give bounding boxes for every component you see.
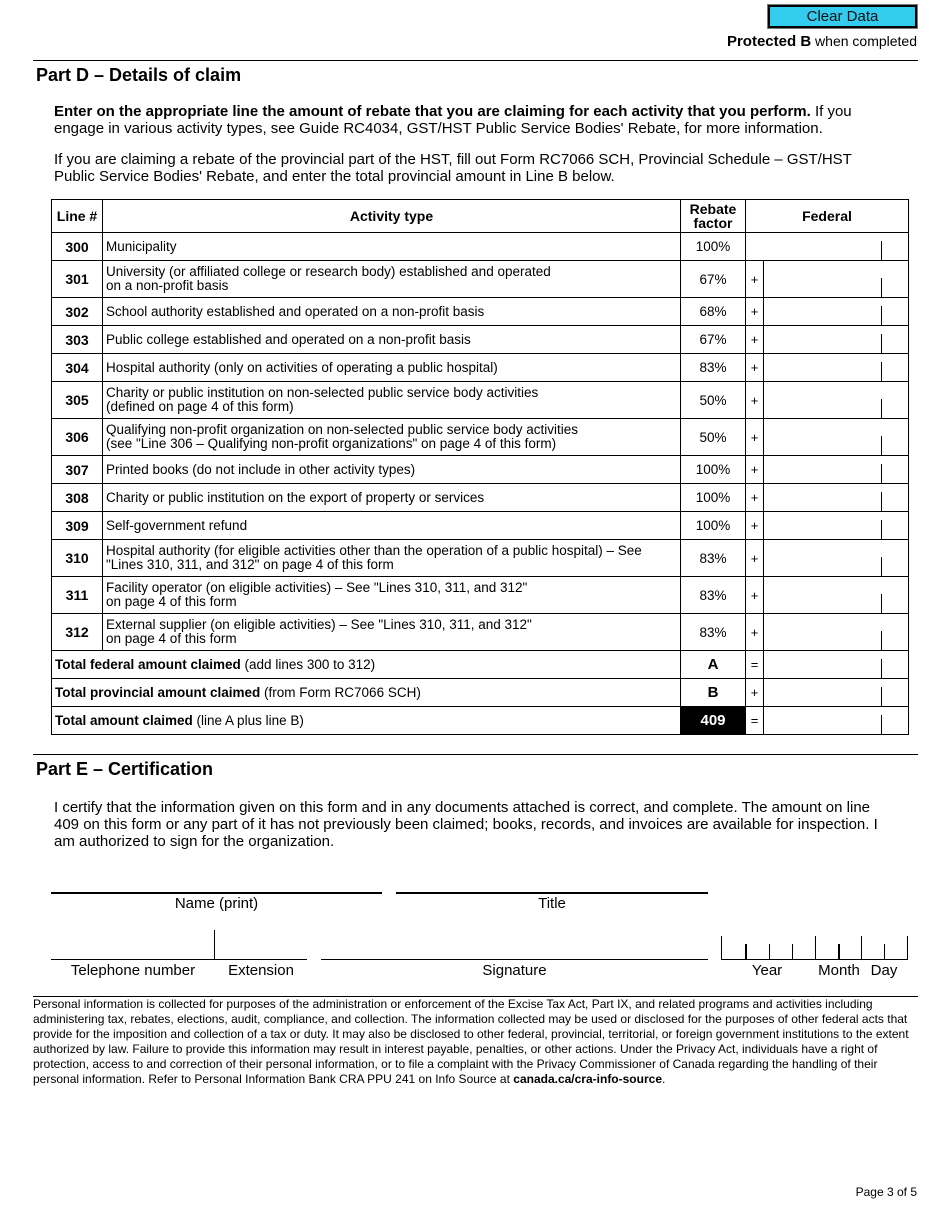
activity-text: Hospital authority (for eligible activities other than the operation of a public hospital) – See (106, 543, 642, 558)
line-number: 309 (52, 512, 103, 540)
activity-text: Charity or public institution on non-selected public service body activities (106, 385, 539, 400)
telephone-field[interactable] (51, 959, 307, 960)
claim-row-302 (52, 298, 909, 326)
cents-divider (881, 241, 882, 260)
rebate-factor: 100% (681, 512, 746, 540)
cents-divider (881, 362, 882, 381)
activity-text: Printed books (do not include in other activity types) (106, 461, 416, 477)
signature-label: Signature (482, 962, 547, 979)
part-d-intro-bold: Enter on the appropriate line the amount of rebate that you are claiming for each activity that you perform. (54, 103, 811, 120)
rebate-factor: 67% (681, 326, 746, 354)
signature-field[interactable] (321, 959, 708, 960)
total-line-code: A (681, 651, 746, 679)
header-factor-word: factor (693, 215, 733, 231)
rebate-factor: 83% (681, 540, 746, 577)
header-rebate-factor (681, 200, 746, 233)
date-tick (884, 944, 885, 959)
rebate-factor: 50% (681, 382, 746, 419)
line-number: 310 (52, 540, 103, 577)
claim-row-305 (52, 382, 909, 419)
activity-text-continued: (see "Line 306 – Qualifying non-profit organizations" on page 4 of this form) (106, 436, 557, 451)
rebate-factor: 83% (681, 577, 746, 614)
operator-sign: + (746, 261, 764, 298)
claim-row-304 (52, 354, 909, 382)
claim-row-310 (52, 540, 909, 577)
cents-divider (881, 687, 882, 706)
header-activity: Activity type (103, 200, 681, 233)
name-field[interactable] (51, 892, 382, 894)
total-row (52, 707, 909, 735)
activity-text-continued: (defined on page 4 of this form) (106, 399, 294, 414)
privacy-notice (33, 997, 918, 1087)
part-d-title: Part D – Details of claim (36, 65, 242, 85)
rebate-factor: 100% (681, 484, 746, 512)
total-label-bold: Total provincial amount claimed (55, 685, 261, 700)
title-label: Title (538, 895, 566, 912)
total-label-bold: Total amount claimed (55, 713, 193, 728)
line-number: 300 (52, 233, 103, 261)
operator-sign: = (746, 707, 764, 735)
operator-sign: + (746, 382, 764, 419)
cents-divider (881, 594, 882, 613)
operator-sign: + (746, 419, 764, 456)
rebate-factor: 83% (681, 354, 746, 382)
divider (33, 754, 918, 755)
operator-sign: + (746, 354, 764, 382)
rebate-factor: 100% (681, 456, 746, 484)
claim-row-306 (52, 419, 909, 456)
rebate-factor: 100% (681, 233, 746, 261)
claim-row-303 (52, 326, 909, 354)
operator-sign: + (746, 679, 764, 707)
total-label (52, 707, 681, 735)
total-label-rest: (line A plus line B) (192, 713, 304, 728)
activity-text: Facility operator (on eligible activities) – See "Lines 310, 311, and 312" (106, 580, 528, 595)
line-number: 302 (52, 298, 103, 326)
total-amount-field[interactable] (764, 651, 909, 679)
info-source-link[interactable]: canada.ca/cra-info-source (513, 1072, 662, 1086)
date-tick (815, 936, 816, 959)
part-d-intro-rest: If you engage in various activity types, see Guide RC4034, GST/HST Public Service Bodies' Rebate, for more information. (54, 103, 852, 137)
date-tick (792, 944, 793, 959)
cents-divider (881, 631, 882, 650)
protected-b-notice (727, 33, 917, 50)
day-label: Day (870, 962, 898, 979)
federal-amount-field[interactable] (764, 577, 909, 614)
phone-extension-divider (214, 930, 215, 959)
date-tick (745, 944, 747, 959)
total-label (52, 651, 681, 679)
federal-amount-field[interactable] (764, 261, 909, 298)
operator-sign: + (746, 298, 764, 326)
date-tick (838, 944, 840, 959)
cents-divider (881, 492, 882, 511)
total-line-code: B (681, 679, 746, 707)
activity-text-continued: "Lines 310, 311, and 312" on page 4 of this form (106, 557, 394, 572)
part-d-intro (54, 103, 894, 137)
cents-divider (881, 436, 882, 455)
activity-text: Hospital authority (only on activities of operating a public hospital) (106, 359, 498, 375)
date-field[interactable] (721, 959, 908, 960)
federal-amount-field[interactable] (764, 512, 909, 540)
header-federal: Federal (746, 200, 909, 233)
cents-divider (881, 715, 882, 734)
operator-sign: + (746, 614, 764, 651)
date-tick (769, 944, 770, 959)
operator-sign: + (746, 456, 764, 484)
activity-type (103, 233, 681, 261)
rebate-factor: 83% (681, 614, 746, 651)
activity-type (103, 354, 681, 382)
table-header-row (52, 200, 909, 233)
total-row (52, 679, 909, 707)
claim-row-311 (52, 577, 909, 614)
claim-row-301 (52, 261, 909, 298)
federal-amount-field[interactable] (764, 614, 909, 651)
part-d-intro-hst: If you are claiming a rebate of the provincial part of the HST, fill out Form RC7066 SCH, Provincial Schedule – GST/HST Public Service Bodies' Rebate, and enter the total provincial amount in Line B below. (54, 151, 852, 185)
activity-type (103, 419, 681, 456)
operator-sign: + (746, 540, 764, 577)
date-tick (907, 936, 908, 959)
claim-row-308 (52, 484, 909, 512)
cents-divider (881, 464, 882, 483)
line-number: 312 (52, 614, 103, 651)
activity-type (103, 484, 681, 512)
rebate-factor: 67% (681, 261, 746, 298)
cents-divider (881, 334, 882, 353)
cents-divider (881, 306, 882, 325)
total-amount-field[interactable] (764, 679, 909, 707)
privacy-text: Personal information is collected for purposes of the administration or enforcement of the Excise Tax Act, Part IX, and related programs and activities including administering tax, rebates, elections, audit, compliance, and collection. The information collected may be used or disclosed for the purposes of other federal acts that provide for the imposition and collection of a tax or duty. It may also be disclosed to other federal, provincial, territorial, or foreign government institutions to the extent authorized by law. Failure to provide this information may result in interest payable, penalties, or other actions. Under the Privacy Act, individuals have a right of protection, access to and correction of their personal information, or to file a complaint with the Privacy Commissioner of Canada regarding the handling of their personal information. Refer to Personal Information Bank CRA PPU 241 on Info Source at (33, 997, 909, 1086)
line-number: 311 (52, 577, 103, 614)
federal-amount-field[interactable] (764, 298, 909, 326)
protected-b-label: Protected B (726, 33, 812, 50)
activity-text-continued: on a non-profit basis (106, 278, 229, 293)
activity-text: University (or affiliated college or research body) established and operated (106, 264, 551, 279)
activity-type (103, 614, 681, 651)
activity-text-continued: on page 4 of this form (106, 594, 237, 609)
activity-text: Charity or public institution on the export of property or services (106, 489, 485, 505)
line-number: 307 (52, 456, 103, 484)
activity-type (103, 577, 681, 614)
federal-amount-field[interactable] (764, 326, 909, 354)
activity-type (103, 261, 681, 298)
header-line: Line # (52, 200, 103, 233)
activity-text: School authority established and operated on a non-profit basis (106, 303, 485, 319)
line-number: 306 (52, 419, 103, 456)
federal-amount-field[interactable] (764, 484, 909, 512)
activity-text: Municipality (106, 238, 177, 254)
total-line-code: 409 (681, 707, 746, 735)
line-number: 304 (52, 354, 103, 382)
claim-row-312 (52, 614, 909, 651)
activity-type (103, 298, 681, 326)
line-number: 305 (52, 382, 103, 419)
rebate-factor: 68% (681, 298, 746, 326)
date-tick (861, 936, 862, 959)
activity-text: Public college established and operated on a non-profit basis (106, 331, 471, 347)
total-label-rest: (from Form RC7066 SCH) (260, 685, 421, 700)
federal-amount-field[interactable] (764, 354, 909, 382)
date-tick (721, 936, 722, 959)
activity-text: Qualifying non-profit organization on non-selected public service body activities (106, 422, 579, 437)
operator-sign: + (746, 326, 764, 354)
header-rebate-word: Rebate (689, 201, 737, 217)
activity-text-continued: on page 4 of this form (106, 631, 237, 646)
extension-label: Extension (228, 962, 294, 979)
federal-amount-field[interactable] (764, 456, 909, 484)
total-row (52, 651, 909, 679)
total-label-bold: Total federal amount claimed (55, 657, 241, 672)
total-label (52, 679, 681, 707)
operator-sign: + (746, 484, 764, 512)
activity-text: External supplier (on eligible activities) – See "Lines 310, 311, and 312" (106, 617, 532, 632)
year-label: Year (751, 962, 783, 979)
total-amount-field[interactable] (764, 707, 909, 735)
page-number: Page 3 of 5 (855, 1185, 917, 1199)
claim-row-307 (52, 456, 909, 484)
cents-divider (881, 659, 882, 678)
telephone-label: Telephone number (70, 962, 196, 979)
claim-table (51, 199, 909, 735)
cents-divider (881, 399, 882, 418)
activity-type (103, 326, 681, 354)
operator-sign: + (746, 577, 764, 614)
activity-type (103, 382, 681, 419)
federal-amount-field[interactable] (764, 419, 909, 456)
claim-row-300 (52, 233, 909, 261)
divider (33, 60, 918, 61)
federal-amount-field[interactable] (764, 382, 909, 419)
name-label: Name (print) (174, 895, 259, 912)
claim-row-309 (52, 512, 909, 540)
cents-divider (881, 520, 882, 539)
federal-amount-field[interactable] (764, 540, 909, 577)
line-number: 303 (52, 326, 103, 354)
line-number: 301 (52, 261, 103, 298)
activity-type (103, 456, 681, 484)
title-field[interactable] (396, 892, 708, 894)
privacy-end: . (662, 1072, 666, 1086)
activity-type (103, 540, 681, 577)
activity-type (103, 512, 681, 540)
part-e-title: Part E – Certification (36, 759, 214, 779)
line-number: 308 (52, 484, 103, 512)
cents-divider (881, 278, 882, 297)
cents-divider (881, 557, 882, 576)
federal-amount-field[interactable] (746, 233, 909, 261)
month-label: Month (818, 962, 860, 979)
certification-text: I certify that the information given on this form and in any documents attached is correct, and complete. The amount on line 409 on this form or any part of it has not previously been claimed; books, records, and invoices are available for inspection. I am authorized to sign for the organization. (54, 799, 878, 850)
clear-data-button[interactable]: Clear Data (768, 5, 917, 28)
activity-text: Self-government refund (106, 517, 248, 533)
protected-b-suffix: when completed (811, 33, 917, 49)
total-label-rest: (add lines 300 to 312) (240, 657, 376, 672)
operator-sign: = (746, 651, 764, 679)
operator-sign: + (746, 512, 764, 540)
rebate-factor: 50% (681, 419, 746, 456)
